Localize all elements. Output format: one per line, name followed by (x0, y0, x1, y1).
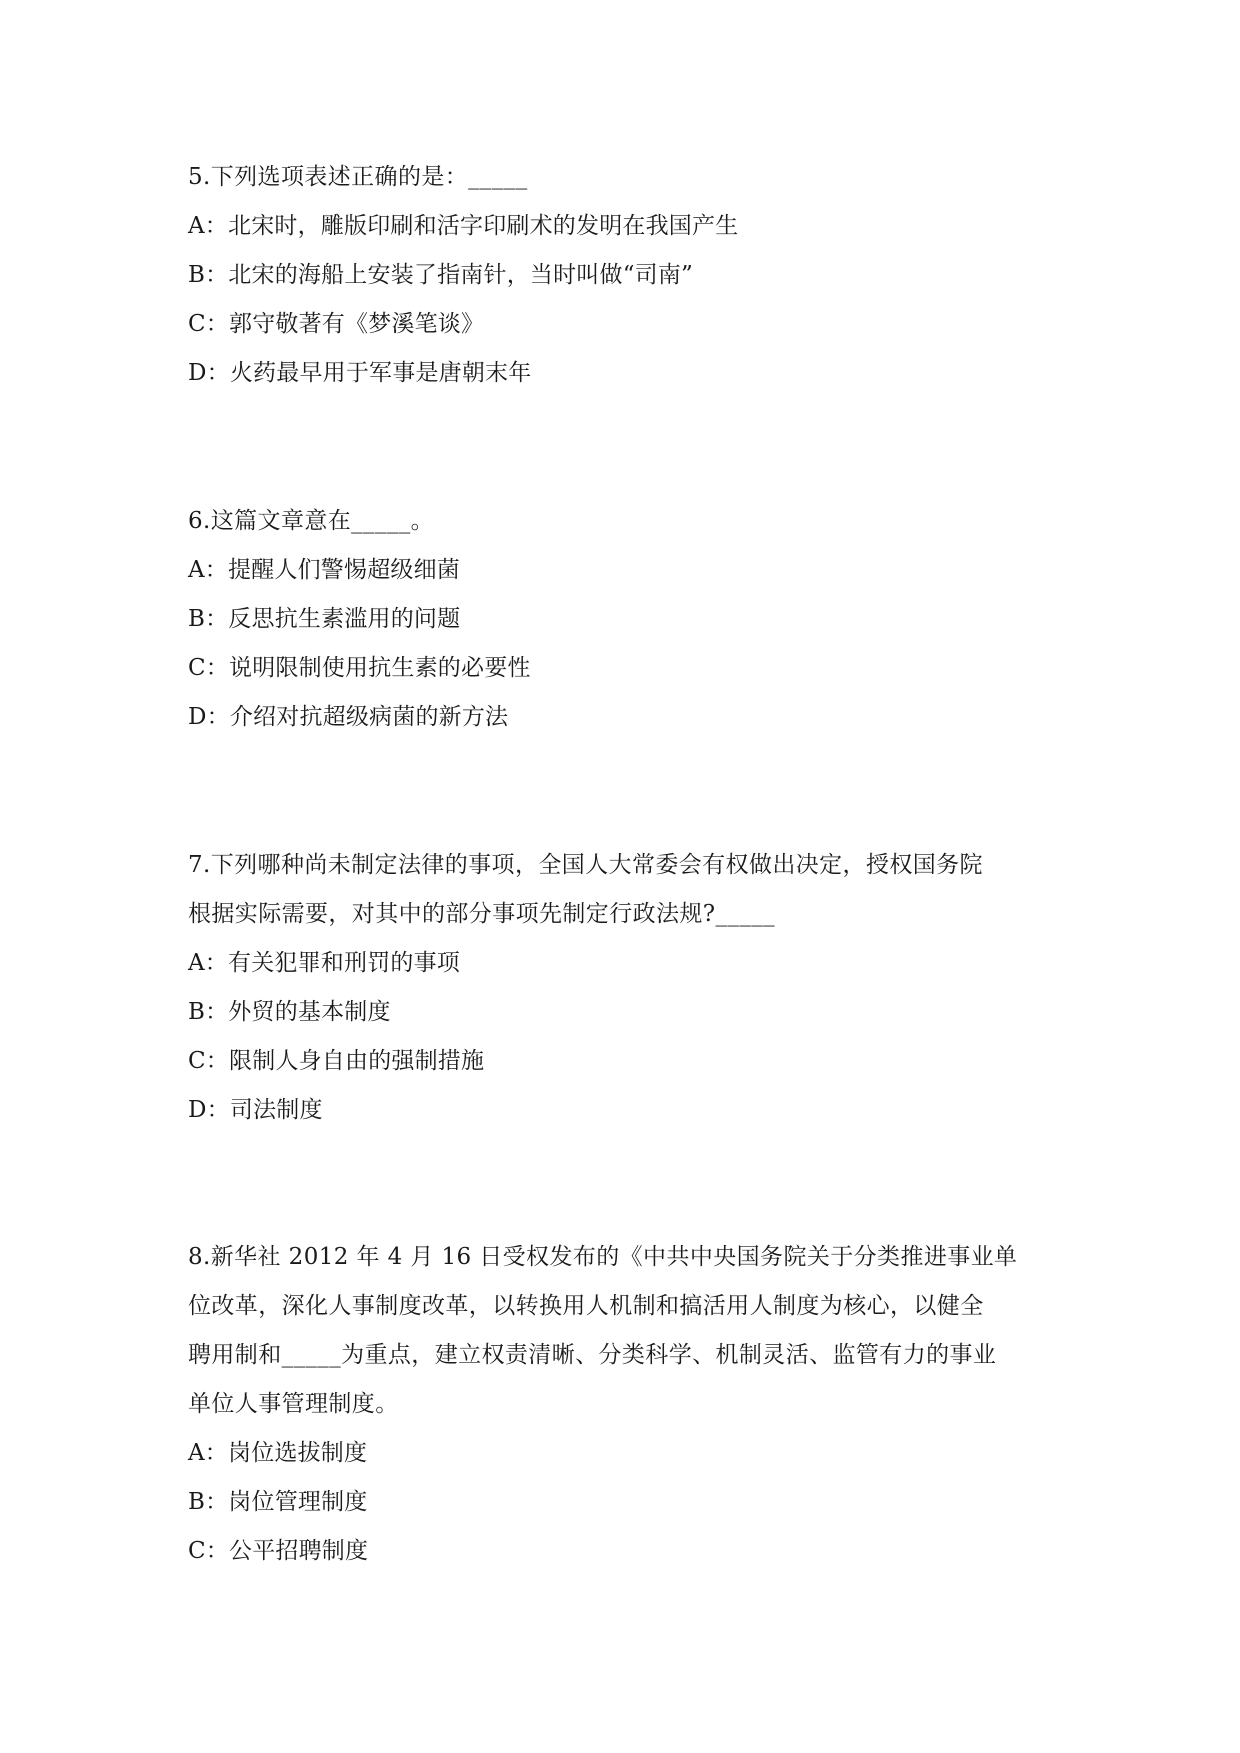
option-b: B：反思抗生素滥用的问题 (188, 606, 461, 632)
option-d: D：司法制度 (188, 1097, 323, 1123)
option-b: B：北宋的海船上安装了指南针，当时叫做“司南” (188, 262, 694, 288)
option-d: D：介绍对抗超级病菌的新方法 (188, 704, 509, 730)
question-stem-line-1: 7.下列哪种尚未制定法律的事项，全国人大常委会有权做出决定，授权国务院 (188, 852, 983, 878)
question-stem-line-2: 位改革，深化人事制度改革，以转换用人机制和搞活用人制度为核心，以健全 (188, 1293, 984, 1319)
option-b: B：岗位管理制度 (188, 1489, 368, 1515)
option-a: A：提醒人们警惕超级细菌 (188, 557, 461, 583)
option-a: A：北宋时，雕版印刷和活字印刷术的发明在我国产生 (188, 213, 739, 239)
option-c: C：限制人身自由的强制措施 (188, 1048, 485, 1074)
option-d: D：火药最早用于军事是唐朝末年 (188, 360, 532, 386)
option-c: C：郭守敬著有《梦溪笔谈》 (188, 311, 485, 337)
question-stem-line-4: 单位人事管理制度。 (188, 1391, 399, 1417)
question-5 (188, 153, 1068, 398)
option-a: A：岗位选拔制度 (188, 1440, 368, 1466)
option-a: A：有关犯罪和刑罚的事项 (188, 950, 461, 976)
option-c: C：说明限制使用抗生素的必要性 (188, 655, 531, 681)
question-stem-line-3: 聘用制和_____为重点，建立权责清晰、分类科学、机制灵活、监管有力的事业 (188, 1342, 997, 1368)
option-b: B：外贸的基本制度 (188, 999, 391, 1025)
question-stem-line-2: 根据实际需要，对其中的部分事项先制定行政法规?_____ (188, 901, 776, 927)
question-stem: 6.这篇文章意在_____。 (188, 508, 435, 534)
question-6 (188, 497, 1068, 742)
question-7 (188, 841, 1068, 1135)
option-c: C：公平招聘制度 (188, 1538, 369, 1564)
question-8 (188, 1233, 1068, 1576)
question-stem: 5.下列选项表述正确的是：_____ (188, 164, 528, 190)
question-stem-line-1: 8.新华社 2012 年 4 月 16 日受权发布的《中共中央国务院关于分类推进事业单 (188, 1244, 1018, 1270)
